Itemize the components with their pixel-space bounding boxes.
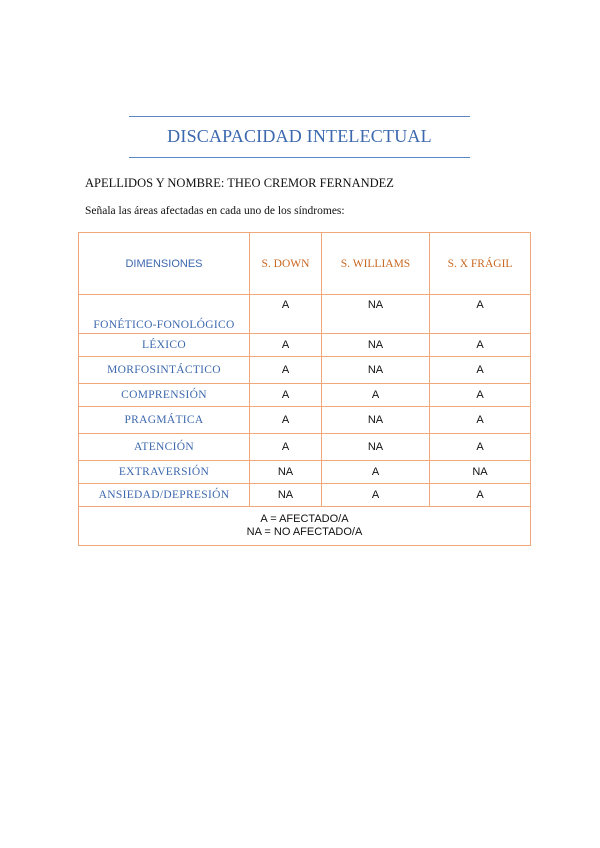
value-williams: NA	[322, 407, 430, 434]
header-williams: S. WILLIAMS	[322, 233, 430, 295]
dimension-label: PRAGMÁTICA	[79, 407, 250, 434]
legend-row	[79, 507, 531, 546]
dimension-label: MORFOSINTÁCTICO	[79, 357, 250, 384]
table-row	[79, 434, 531, 461]
dimension-label: FONÉTICO-FONOLÓGICO	[79, 295, 250, 334]
value-down: A	[250, 407, 322, 434]
value-x-fragil: A	[430, 484, 531, 507]
value-down: A	[250, 295, 322, 334]
value-williams: NA	[322, 295, 430, 334]
legend-line-affected: A = AFECTADO/A	[260, 513, 349, 525]
value-down: A	[250, 434, 322, 461]
syndromes-table	[78, 232, 531, 546]
table-row	[79, 484, 531, 507]
table-row	[79, 334, 531, 357]
value-williams: A	[322, 384, 430, 407]
legend-cell	[79, 507, 531, 546]
document-title: DISCAPACIDAD INTELECTUAL	[167, 126, 432, 146]
instruction-text: Señala las áreas afectadas en cada uno de los síndromes:	[85, 205, 345, 217]
value-down: A	[250, 334, 322, 357]
header-dimensions: DIMENSIONES	[79, 233, 250, 295]
dimension-label: ANSIEDAD/DEPRESIÓN	[79, 484, 250, 507]
dimension-label: LÉXICO	[79, 334, 250, 357]
value-williams: A	[322, 461, 430, 484]
dimension-label: COMPRENSIÓN	[79, 384, 250, 407]
dimension-label: EXTRAVERSIÓN	[79, 461, 250, 484]
table-row	[79, 384, 531, 407]
value-x-fragil: A	[430, 357, 531, 384]
value-x-fragil: NA	[430, 461, 531, 484]
value-williams: NA	[322, 357, 430, 384]
legend-line-not-affected: NA = NO AFECTADO/A	[246, 526, 363, 538]
value-williams: NA	[322, 334, 430, 357]
header-down: S. DOWN	[250, 233, 322, 295]
value-x-fragil: A	[430, 295, 531, 334]
table-row	[79, 295, 531, 334]
table-row	[79, 357, 531, 384]
table-row	[79, 407, 531, 434]
value-x-fragil: A	[430, 434, 531, 461]
header-x-fragil: S. X FRÁGIL	[430, 233, 531, 295]
title-bottom-rule	[129, 157, 470, 158]
student-name-line: APELLIDOS Y NOMBRE: THEO CREMOR FERNANDEZ	[85, 176, 394, 190]
value-down: A	[250, 384, 322, 407]
table-row	[79, 461, 531, 484]
value-williams: A	[322, 484, 430, 507]
title-top-rule	[129, 116, 470, 117]
value-x-fragil: A	[430, 334, 531, 357]
dimension-label: ATENCIÓN	[79, 434, 250, 461]
value-down: NA	[250, 461, 322, 484]
value-williams: NA	[322, 434, 430, 461]
value-x-fragil: A	[430, 384, 531, 407]
table-header-row	[79, 233, 531, 295]
value-down: NA	[250, 484, 322, 507]
value-x-fragil: A	[430, 407, 531, 434]
value-down: A	[250, 357, 322, 384]
